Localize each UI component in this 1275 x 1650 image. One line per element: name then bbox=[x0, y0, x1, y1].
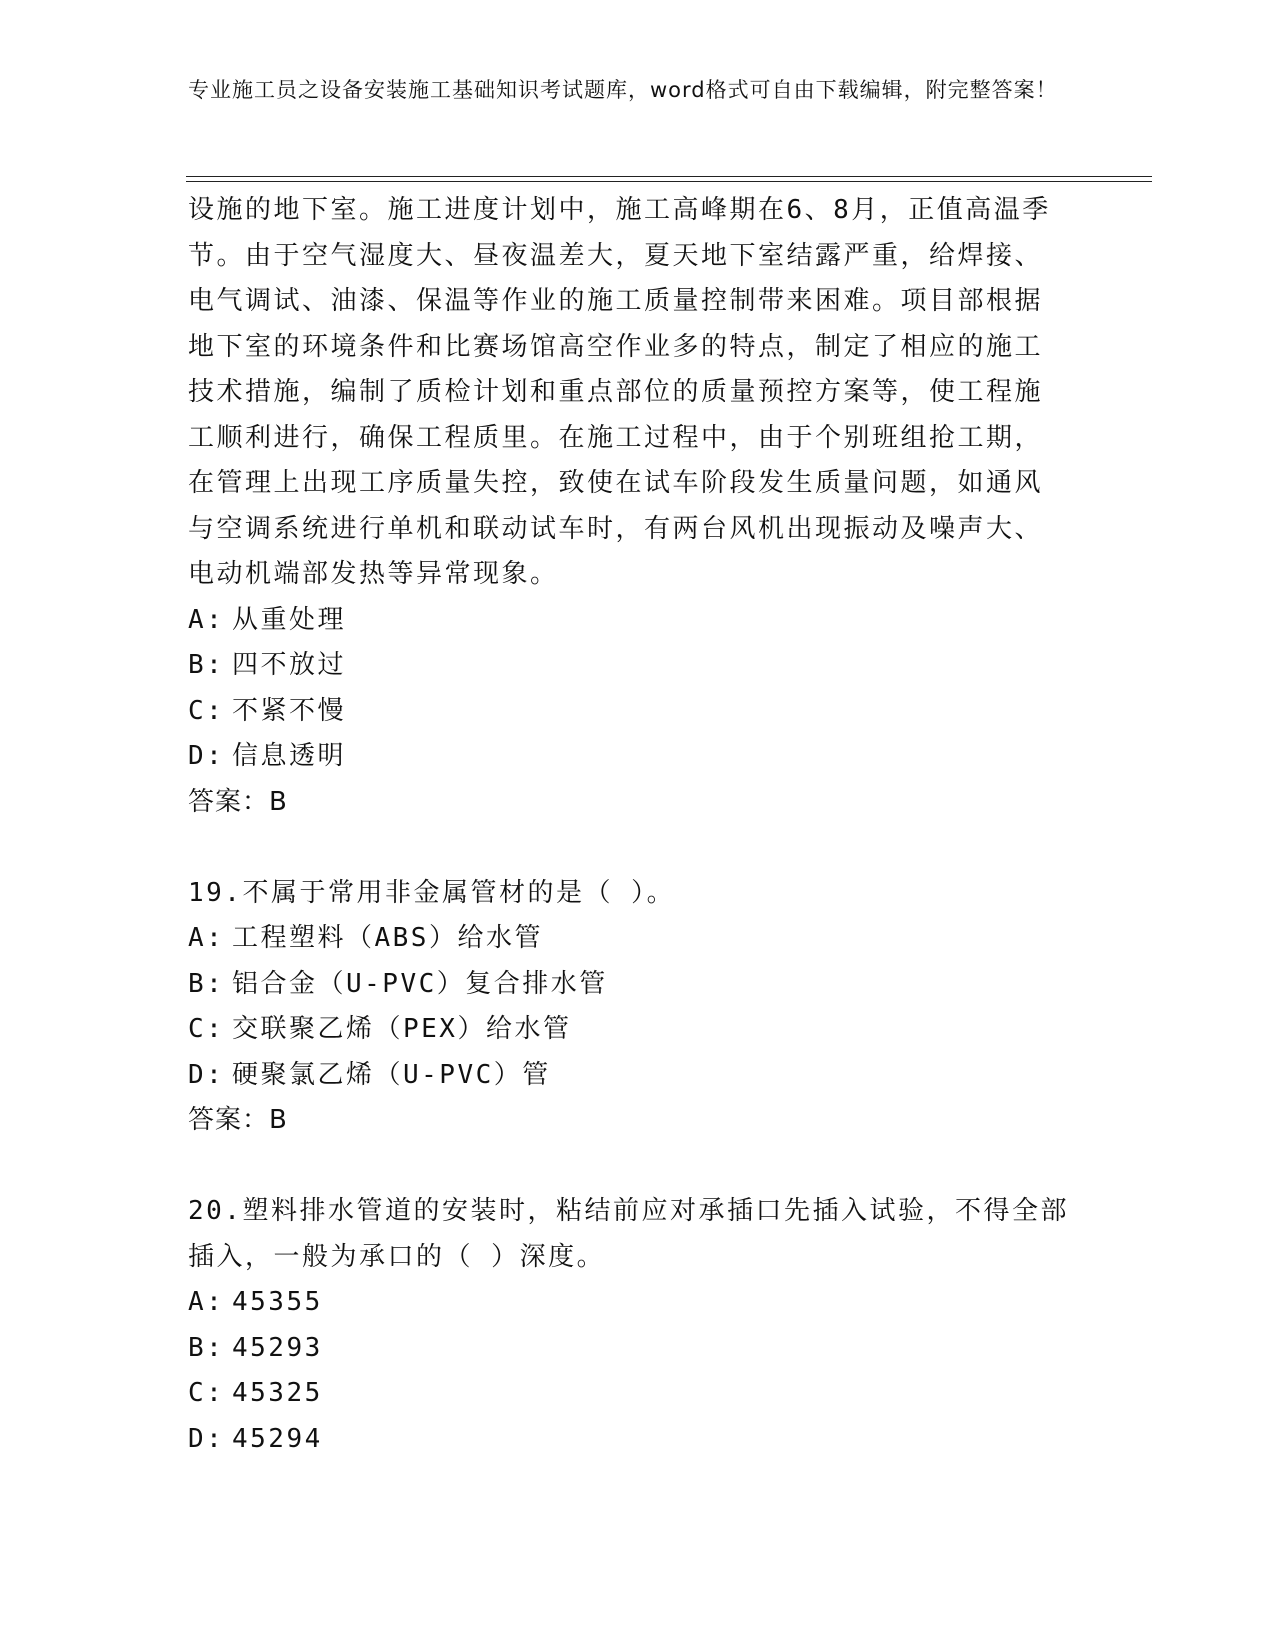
option-text: 45293 bbox=[232, 1332, 323, 1363]
passage-line: 与空调系统进行单机和联动试车时，有两台风机出现振动及噪声大、 bbox=[188, 513, 1044, 544]
question-text: 20.塑料排水管道的安装时，粘结前应对承插口先插入试验，不得全部 bbox=[188, 1196, 1069, 1226]
option-label: A: bbox=[188, 923, 225, 953]
header-title: 专业施工员之设备安装施工基础知识考试题库，word格式可自由下载编辑，附完整答案！ bbox=[188, 78, 1058, 102]
header-rule-bottom bbox=[186, 181, 1152, 182]
spacer bbox=[188, 1144, 1088, 1190]
option-label: B: bbox=[188, 1332, 225, 1363]
option-text: 45294 bbox=[232, 1423, 323, 1454]
option-c bbox=[188, 1007, 1088, 1053]
question-20 bbox=[188, 1189, 1088, 1462]
option-a bbox=[188, 916, 1088, 962]
option-b bbox=[188, 962, 1088, 1008]
option-text: 交联聚乙烯（PEX）给水管 bbox=[232, 1014, 572, 1044]
passage-line: 节。由于空气湿度大、昼夜温差大，夏天地下室结露严重，给焊接、 bbox=[188, 240, 1044, 271]
document-body bbox=[188, 188, 1088, 1462]
option-text: 硬聚氯乙烯（U-PVC）管 bbox=[232, 1059, 551, 1090]
option-label: B: bbox=[188, 968, 225, 999]
option-label: A: bbox=[188, 1287, 225, 1317]
option-text: 铝合金（U-PVC）复合排水管 bbox=[232, 968, 608, 999]
passage-line: 工顺利进行，确保工程质里。在施工过程中，由于个别班组抢工期， bbox=[188, 422, 1044, 453]
option-label: D: bbox=[188, 1423, 225, 1454]
option-b bbox=[188, 643, 1088, 689]
option-b bbox=[188, 1326, 1088, 1372]
answer-line: 答案：B bbox=[188, 786, 288, 817]
passage-line: 电气调试、油漆、保温等作业的施工质量控制带来困难。项目部根据 bbox=[188, 286, 1044, 316]
question-18 bbox=[188, 188, 1088, 825]
option-label: C: bbox=[188, 1378, 225, 1408]
passage-line: 电动机端部发热等异常现象。 bbox=[188, 559, 559, 589]
question-text: 插入，一般为承口的（ ）深度。 bbox=[188, 1241, 606, 1272]
option-c bbox=[188, 689, 1088, 735]
option-text: 不紧不慢 bbox=[232, 695, 347, 726]
option-text: 四不放过 bbox=[232, 650, 347, 680]
option-d bbox=[188, 1417, 1088, 1463]
option-text: 从重处理 bbox=[232, 604, 347, 635]
option-label: B: bbox=[188, 650, 225, 680]
passage-line: 地下室的环境条件和比赛场馆高空作业多的特点，制定了相应的施工 bbox=[188, 331, 1044, 362]
option-a bbox=[188, 598, 1088, 644]
option-label: C: bbox=[188, 1014, 225, 1044]
option-c bbox=[188, 1371, 1088, 1417]
question-19 bbox=[188, 871, 1088, 1144]
header-rule-top bbox=[186, 176, 1152, 177]
option-d bbox=[188, 734, 1088, 780]
option-label: D: bbox=[188, 741, 225, 771]
question-text: 19.不属于常用非金属管材的是（ ）。 bbox=[188, 877, 676, 908]
passage-line: 技术措施，编制了质检计划和重点部位的质量预控方案等，使工程施 bbox=[188, 377, 1044, 407]
option-text: 信息透明 bbox=[232, 741, 347, 771]
option-label: D: bbox=[188, 1059, 225, 1090]
option-text: 45355 bbox=[232, 1287, 323, 1317]
passage-line: 设施的地下室。施工进度计划中，施工高峰期在6、8月，正值高温季 bbox=[188, 195, 1051, 225]
option-text: 工程塑料（ABS）给水管 bbox=[232, 923, 543, 953]
option-label: C: bbox=[188, 695, 225, 726]
spacer bbox=[188, 825, 1088, 871]
document-header bbox=[188, 74, 1068, 106]
option-d bbox=[188, 1053, 1088, 1099]
answer-line: 答案：B bbox=[188, 1105, 288, 1135]
passage-line: 在管理上出现工序质量失控，致使在试车阶段发生质量问题，如通风 bbox=[188, 468, 1044, 498]
option-text: 45325 bbox=[232, 1378, 323, 1408]
option-a bbox=[188, 1280, 1088, 1326]
option-label: A: bbox=[188, 604, 225, 635]
